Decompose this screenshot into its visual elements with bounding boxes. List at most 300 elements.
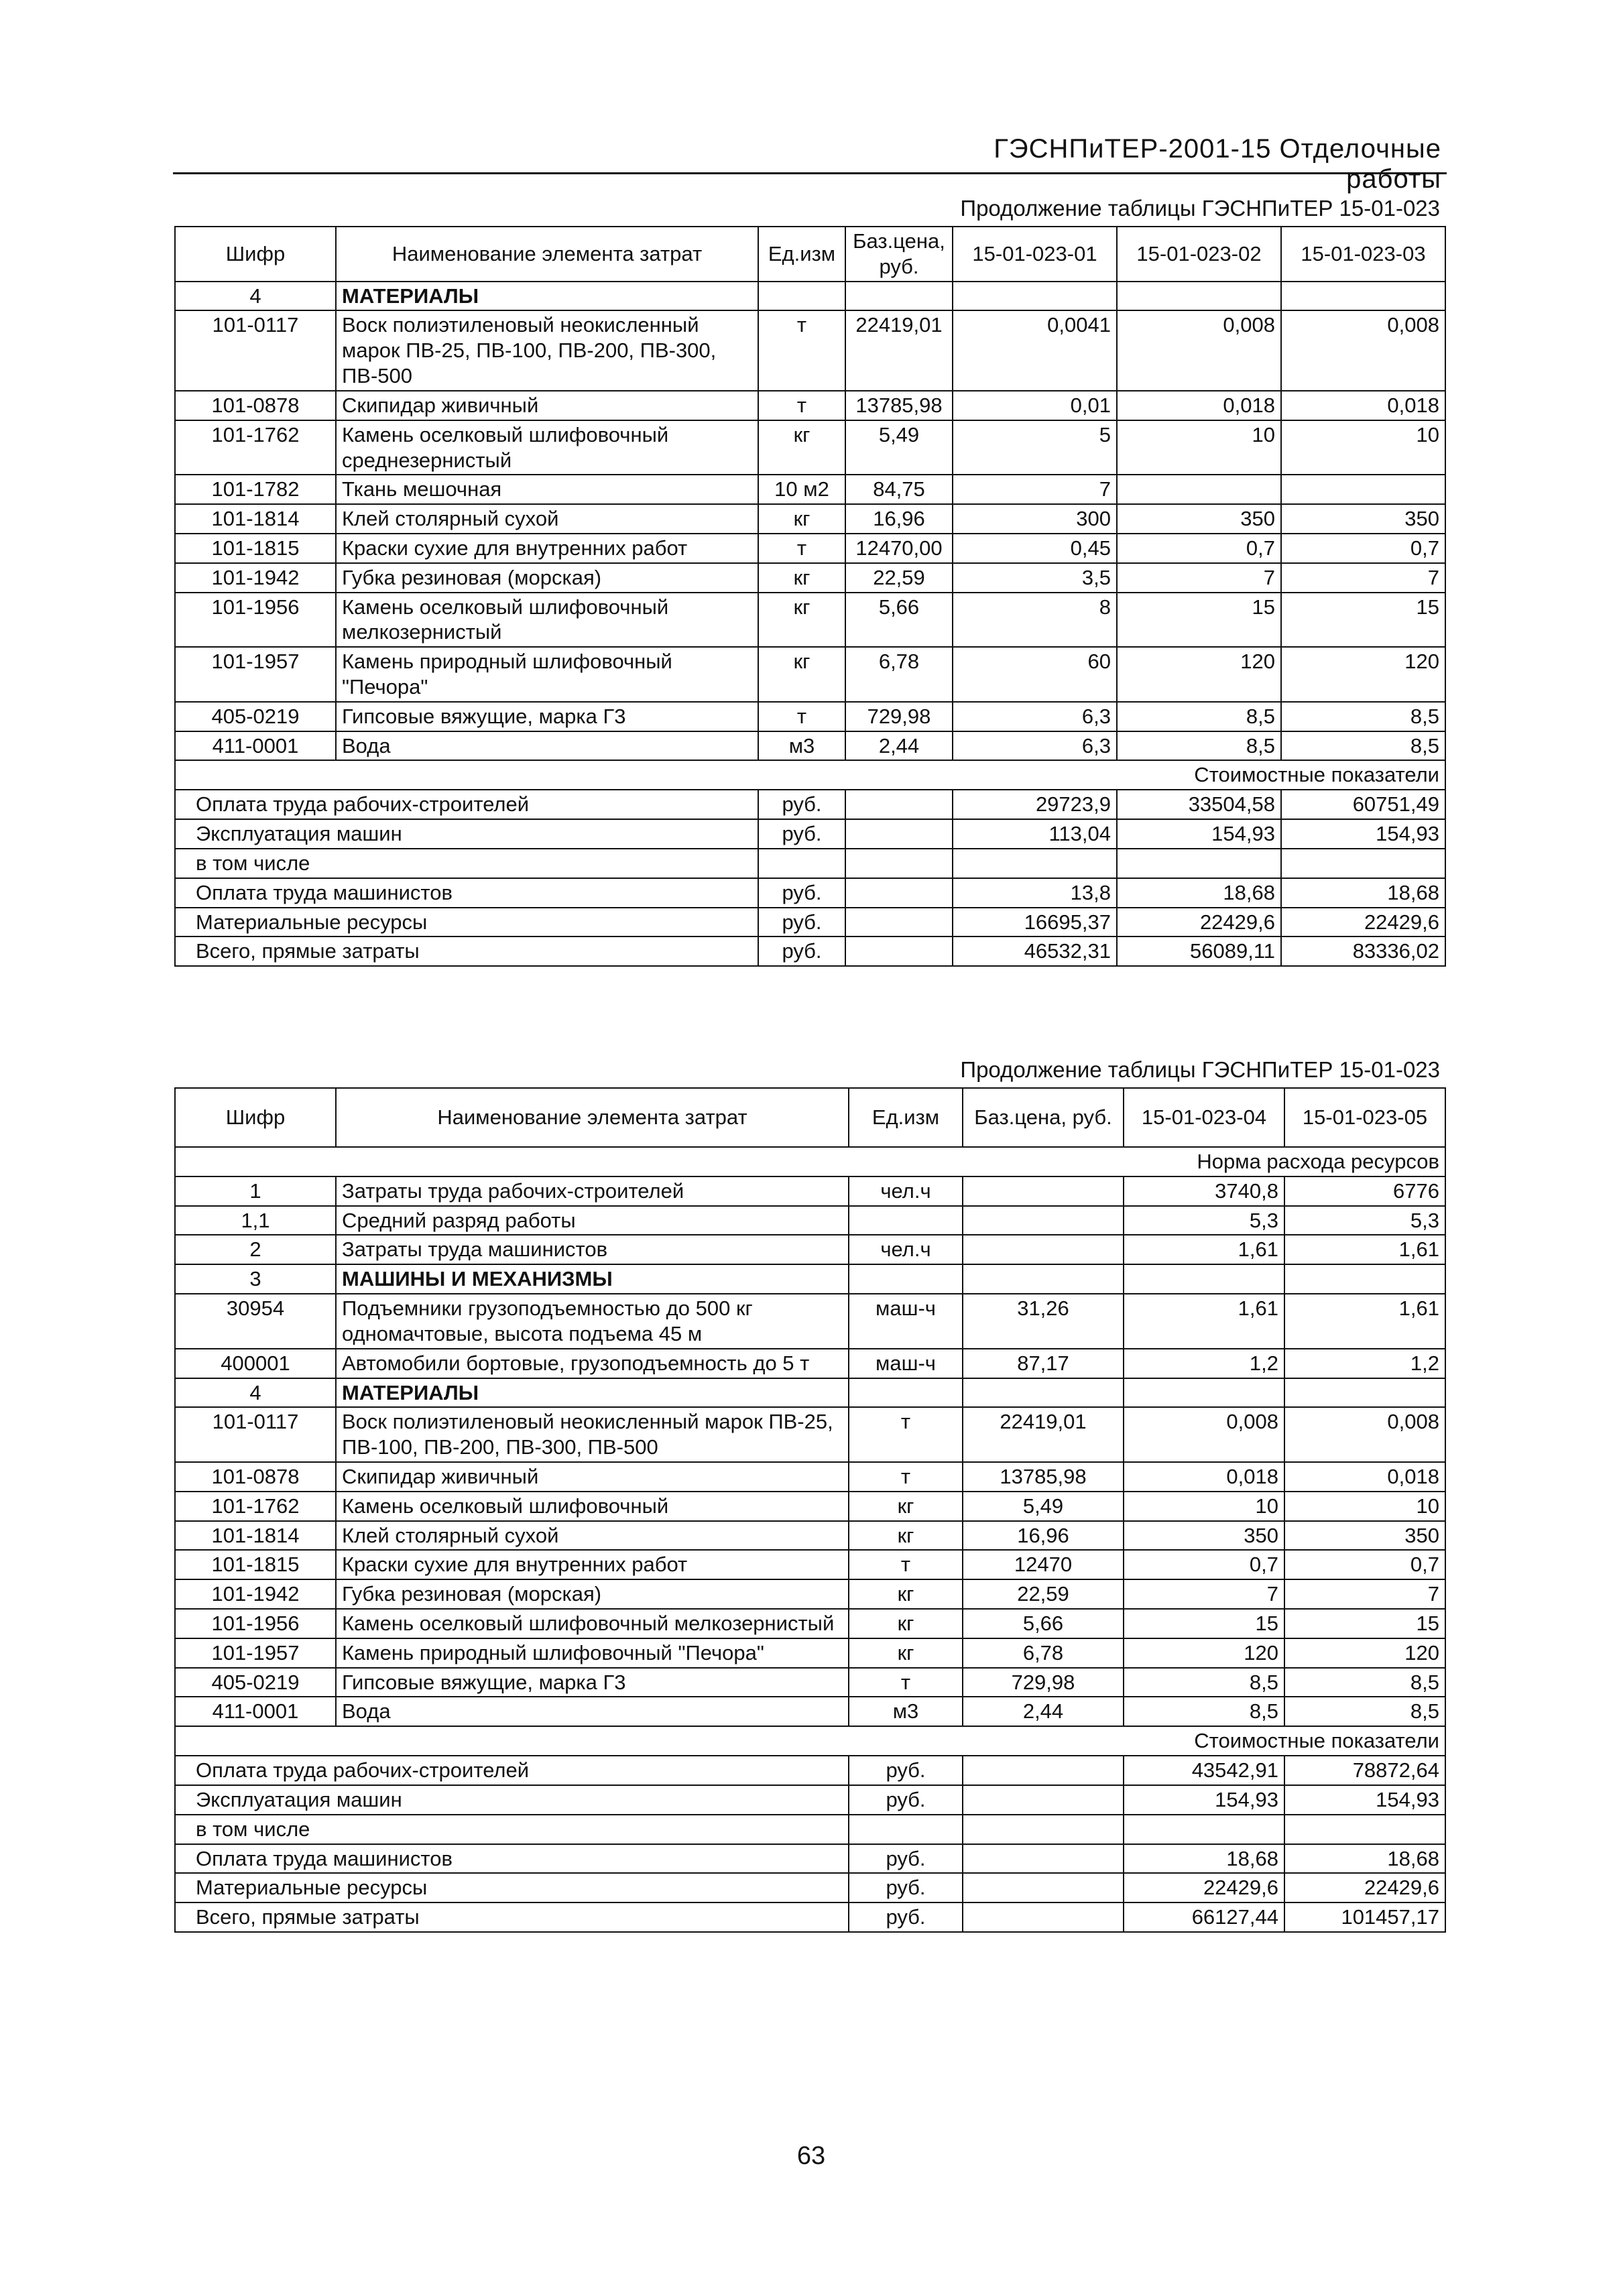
cost-row xyxy=(175,878,1445,908)
norm-value-04: 7 xyxy=(1124,1579,1284,1609)
cost-value-05: 154,93 xyxy=(1284,1785,1445,1815)
cost-price-empty xyxy=(845,936,953,966)
resource-unit: кг xyxy=(758,420,845,475)
resource-name: Камень оселковый шлифовочный мелкозернистый xyxy=(336,1609,849,1638)
cost-label: Материальные ресурсы xyxy=(175,1873,849,1902)
resource-code: 101-1815 xyxy=(175,534,336,563)
cost-row xyxy=(175,1873,1445,1902)
resource-unit: маш-ч xyxy=(849,1349,963,1378)
cost-unit: руб. xyxy=(758,819,845,849)
norm-value-01: 60 xyxy=(953,647,1117,702)
col-header-norm-05: 15-01-023-05 xyxy=(1284,1088,1445,1147)
cost-label: Эксплуатация машин xyxy=(175,1785,849,1815)
cost-row xyxy=(175,936,1445,966)
cost-value-02: 18,68 xyxy=(1117,878,1281,908)
resource-name: Камень оселковый шлифовочный xyxy=(336,1492,849,1521)
norm-value-04: 8,5 xyxy=(1124,1668,1284,1697)
resource-name: Подъемники грузоподъемностью до 500 кг одномачтовые, высота подъема 45 м xyxy=(336,1294,849,1349)
norm-value-05: 0,7 xyxy=(1284,1550,1445,1579)
norm-value-02 xyxy=(1117,475,1281,504)
norm-value-02: 7 xyxy=(1117,563,1281,593)
resource-name: Воск полиэтиленовый неокисленный марок ПВ-25, ПВ-100, ПВ-200, ПВ-300, ПВ-500 xyxy=(336,1407,849,1462)
table-row xyxy=(175,1697,1445,1726)
empty-cell xyxy=(1124,1378,1284,1408)
resource-unit: т xyxy=(758,534,845,563)
resource-code: 405-0219 xyxy=(175,1668,336,1697)
cost-value-04 xyxy=(1124,1815,1284,1844)
resource-name: Ткань мешочная xyxy=(336,475,758,504)
cost-value-03 xyxy=(1281,849,1445,878)
resource-code: 30954 xyxy=(175,1294,336,1349)
norm-value-03 xyxy=(1281,475,1445,504)
norm-value-04: 1,61 xyxy=(1124,1294,1284,1349)
cost-label: Эксплуатация машин xyxy=(175,819,758,849)
base-price: 22,59 xyxy=(963,1579,1124,1609)
cost-value-01: 113,04 xyxy=(953,819,1117,849)
cost-row xyxy=(175,1844,1445,1874)
cost-price-empty xyxy=(963,1902,1124,1932)
norm-value-01: 0,01 xyxy=(953,391,1117,420)
norm-value-01: 0,45 xyxy=(953,534,1117,563)
norm-value-02: 120 xyxy=(1117,647,1281,702)
col-header-norm-02: 15-01-023-02 xyxy=(1117,227,1281,282)
cost-value-02: 154,93 xyxy=(1117,819,1281,849)
base-price: 31,26 xyxy=(963,1294,1124,1349)
cost-label: Материальные ресурсы xyxy=(175,908,758,937)
norm-value-01: 0,0041 xyxy=(953,310,1117,390)
norm-value-05: 120 xyxy=(1284,1638,1445,1668)
cost-row xyxy=(175,1756,1445,1785)
resource-unit: чел.ч xyxy=(849,1176,963,1206)
table-row xyxy=(175,1579,1445,1609)
cost-row xyxy=(175,908,1445,937)
resource-name: Вода xyxy=(336,1697,849,1726)
header-rule xyxy=(173,172,1447,174)
cost-row xyxy=(175,1902,1445,1932)
norm-value-05: 1,2 xyxy=(1284,1349,1445,1378)
table2-caption: Продолжение таблицы ГЭСНПиТЕР 15-01-023 xyxy=(960,1057,1440,1082)
section-row-materials xyxy=(175,282,1445,311)
table-row xyxy=(175,1407,1445,1462)
table-row xyxy=(175,1235,1445,1264)
resource-unit: т xyxy=(849,1550,963,1579)
resource-unit: 10 м2 xyxy=(758,475,845,504)
resource-unit: кг xyxy=(758,647,845,702)
norm-value-02: 8,5 xyxy=(1117,702,1281,731)
base-price: 22419,01 xyxy=(845,310,953,390)
cost-unit xyxy=(849,1815,963,1844)
cost-value-01 xyxy=(953,849,1117,878)
base-price: 5,49 xyxy=(963,1492,1124,1521)
norm-value-05: 15 xyxy=(1284,1609,1445,1638)
norm-value-05: 5,3 xyxy=(1284,1206,1445,1235)
norm-value-03: 0,7 xyxy=(1281,534,1445,563)
norm-value-04: 15 xyxy=(1124,1609,1284,1638)
norm-banner-row xyxy=(175,1147,1445,1176)
resource-code: 101-0117 xyxy=(175,310,336,390)
cost-banner-row xyxy=(175,760,1445,790)
resource-unit: т xyxy=(758,310,845,390)
cost-value-03: 83336,02 xyxy=(1281,936,1445,966)
resource-code: 101-1814 xyxy=(175,1521,336,1551)
norm-value-02: 15 xyxy=(1117,593,1281,648)
resource-code: 101-1815 xyxy=(175,1550,336,1579)
col-header-norm-04: 15-01-023-04 xyxy=(1124,1088,1284,1147)
resource-unit: кг xyxy=(758,563,845,593)
base-price: 729,98 xyxy=(845,702,953,731)
norm-value-02: 350 xyxy=(1117,504,1281,534)
norm-value-01: 6,3 xyxy=(953,731,1117,761)
cost-price-empty xyxy=(845,849,953,878)
cost-row xyxy=(175,819,1445,849)
resource-name: Скипидар живичный xyxy=(336,1462,849,1492)
table-row xyxy=(175,1492,1445,1521)
base-price: 5,49 xyxy=(845,420,953,475)
norm-value-01: 7 xyxy=(953,475,1117,504)
norm-value-04: 0,7 xyxy=(1124,1550,1284,1579)
resource-unit: кг xyxy=(849,1521,963,1551)
resource-unit: кг xyxy=(758,504,845,534)
norm-value-05: 8,5 xyxy=(1284,1697,1445,1726)
norm-value-03: 0,018 xyxy=(1281,391,1445,420)
norm-value-05: 350 xyxy=(1284,1521,1445,1551)
table-row xyxy=(175,475,1445,504)
resource-code: 101-1942 xyxy=(175,563,336,593)
cost-value-04: 22429,6 xyxy=(1124,1873,1284,1902)
cost-value-03: 18,68 xyxy=(1281,878,1445,908)
base-price xyxy=(963,1235,1124,1264)
table1-header-row xyxy=(175,227,1445,282)
norm-value-04: 0,008 xyxy=(1124,1407,1284,1462)
base-price: 13785,98 xyxy=(845,391,953,420)
resource-unit: м3 xyxy=(758,731,845,761)
section-code: 3 xyxy=(175,1264,336,1294)
cost-label: Оплата труда машинистов xyxy=(175,1844,849,1874)
cost-value-05: 22429,6 xyxy=(1284,1873,1445,1902)
cost-row xyxy=(175,849,1445,878)
base-price: 84,75 xyxy=(845,475,953,504)
empty-cell xyxy=(963,1264,1124,1294)
cost-unit: руб. xyxy=(849,1785,963,1815)
table-row xyxy=(175,1609,1445,1638)
cost-label: Всего, прямые затраты xyxy=(175,1902,849,1932)
resource-code: 400001 xyxy=(175,1349,336,1378)
base-price xyxy=(963,1206,1124,1235)
empty-cell xyxy=(963,1378,1124,1408)
resource-name: Скипидар живичный xyxy=(336,391,758,420)
resource-code: 101-1942 xyxy=(175,1579,336,1609)
base-price: 12470 xyxy=(963,1550,1124,1579)
document-header-title: ГЭСНПиТЕР-2001-15 Отделочные работы xyxy=(994,134,1441,194)
section-code: 4 xyxy=(175,282,336,311)
section-name: МАТЕРИАЛЫ xyxy=(336,282,758,311)
resource-unit: кг xyxy=(849,1638,963,1668)
resource-unit: т xyxy=(849,1668,963,1697)
cost-price-empty xyxy=(845,819,953,849)
base-price: 22,59 xyxy=(845,563,953,593)
resource-name: Затраты труда машинистов xyxy=(336,1235,849,1264)
resource-name: Воск полиэтиленовый неокисленный марок ПВ-25, ПВ-100, ПВ-200, ПВ-300, ПВ-500 xyxy=(336,310,758,390)
col-header-code: Шифр xyxy=(175,1088,336,1147)
cost-value-05: 101457,17 xyxy=(1284,1902,1445,1932)
resource-code: 2 xyxy=(175,1235,336,1264)
norm-value-04: 3740,8 xyxy=(1124,1176,1284,1206)
norm-value-02: 0,008 xyxy=(1117,310,1281,390)
cost-value-04: 18,68 xyxy=(1124,1844,1284,1874)
resource-code: 101-1957 xyxy=(175,1638,336,1668)
cost-value-05 xyxy=(1284,1815,1445,1844)
resource-code: 101-1957 xyxy=(175,647,336,702)
empty-cell xyxy=(1124,1264,1284,1294)
table-row xyxy=(175,420,1445,475)
cost-unit: руб. xyxy=(758,790,845,819)
norm-value-02: 8,5 xyxy=(1117,731,1281,761)
cost-value-04: 154,93 xyxy=(1124,1785,1284,1815)
resource-name: Вода xyxy=(336,731,758,761)
resource-name: Камень природный шлифовочный "Печора" xyxy=(336,647,758,702)
cost-value-05: 18,68 xyxy=(1284,1844,1445,1874)
norm-value-01: 3,5 xyxy=(953,563,1117,593)
norm-value-04: 1,61 xyxy=(1124,1235,1284,1264)
resource-name: Губка резиновая (морская) xyxy=(336,1579,849,1609)
norm-value-05: 0,018 xyxy=(1284,1462,1445,1492)
col-header-unit: Ед.изм xyxy=(849,1088,963,1147)
norm-value-03: 8,5 xyxy=(1281,702,1445,731)
norm-value-02: 0,7 xyxy=(1117,534,1281,563)
table-row xyxy=(175,647,1445,702)
resource-name: Гипсовые вяжущие, марка Г3 xyxy=(336,1668,849,1697)
norm-value-04: 8,5 xyxy=(1124,1697,1284,1726)
norm-value-03: 0,008 xyxy=(1281,310,1445,390)
resource-unit: кг xyxy=(849,1609,963,1638)
page-number: 63 xyxy=(796,2142,826,2170)
base-price: 2,44 xyxy=(845,731,953,761)
table-row xyxy=(175,1462,1445,1492)
col-header-unit: Ед.изм xyxy=(758,227,845,282)
cost-unit: руб. xyxy=(758,908,845,937)
cost-value-02: 33504,58 xyxy=(1117,790,1281,819)
table-row xyxy=(175,702,1445,731)
resource-unit: чел.ч xyxy=(849,1235,963,1264)
resource-table-2 xyxy=(174,1087,1446,1933)
table-row xyxy=(175,731,1445,761)
section-row-machines xyxy=(175,1264,1445,1294)
norm-value-03: 7 xyxy=(1281,563,1445,593)
resource-code: 101-0878 xyxy=(175,391,336,420)
resource-unit: т xyxy=(849,1462,963,1492)
cost-unit xyxy=(758,849,845,878)
norm-value-02: 0,018 xyxy=(1117,391,1281,420)
norm-banner: Норма расхода ресурсов xyxy=(175,1147,1445,1176)
empty-cell xyxy=(1284,1378,1445,1408)
cost-unit: руб. xyxy=(849,1902,963,1932)
resource-table-1 xyxy=(174,226,1446,967)
cost-value-01: 46532,31 xyxy=(953,936,1117,966)
norm-value-05: 10 xyxy=(1284,1492,1445,1521)
cost-price-empty xyxy=(963,1815,1124,1844)
resource-code: 1 xyxy=(175,1176,336,1206)
table2-header-row xyxy=(175,1088,1445,1147)
resource-code: 101-1782 xyxy=(175,475,336,504)
norm-value-05: 1,61 xyxy=(1284,1235,1445,1264)
resource-code: 101-1762 xyxy=(175,1492,336,1521)
cost-value-01: 13,8 xyxy=(953,878,1117,908)
col-header-price: Баз.цена, руб. xyxy=(963,1088,1124,1147)
table-row xyxy=(175,563,1445,593)
table-row xyxy=(175,1550,1445,1579)
resource-code: 101-1956 xyxy=(175,1609,336,1638)
cost-label: в том числе xyxy=(175,1815,849,1844)
resource-code: 101-1956 xyxy=(175,593,336,648)
cost-label: Оплата труда машинистов xyxy=(175,878,758,908)
cost-label: в том числе xyxy=(175,849,758,878)
cost-unit: руб. xyxy=(849,1873,963,1902)
cost-price-empty xyxy=(963,1873,1124,1902)
base-price: 12470,00 xyxy=(845,534,953,563)
resource-name: Затраты труда рабочих-строителей xyxy=(336,1176,849,1206)
section-row-materials xyxy=(175,1378,1445,1408)
cost-price-empty xyxy=(845,908,953,937)
table-row xyxy=(175,1206,1445,1235)
cost-unit: руб. xyxy=(849,1756,963,1785)
cost-price-empty xyxy=(845,790,953,819)
resource-unit: маш-ч xyxy=(849,1294,963,1349)
table-row xyxy=(175,1176,1445,1206)
resource-code: 101-0117 xyxy=(175,1407,336,1462)
table-row xyxy=(175,593,1445,648)
norm-value-01: 5 xyxy=(953,420,1117,475)
resource-unit: м3 xyxy=(849,1697,963,1726)
cost-unit: руб. xyxy=(758,878,845,908)
norm-value-03: 120 xyxy=(1281,647,1445,702)
resource-name: Средний разряд работы xyxy=(336,1206,849,1235)
cost-value-04: 66127,44 xyxy=(1124,1902,1284,1932)
norm-value-03: 8,5 xyxy=(1281,731,1445,761)
base-price: 87,17 xyxy=(963,1349,1124,1378)
table-row xyxy=(175,1294,1445,1349)
base-price: 16,96 xyxy=(845,504,953,534)
cost-value-03: 154,93 xyxy=(1281,819,1445,849)
resource-unit: т xyxy=(758,391,845,420)
table-row xyxy=(175,1521,1445,1551)
norm-value-01: 6,3 xyxy=(953,702,1117,731)
norm-value-03: 350 xyxy=(1281,504,1445,534)
table-row xyxy=(175,391,1445,420)
table1-caption: Продолжение таблицы ГЭСНПиТЕР 15-01-023 xyxy=(960,196,1440,221)
base-price: 5,66 xyxy=(963,1609,1124,1638)
cost-label: Оплата труда рабочих-строителей xyxy=(175,790,758,819)
base-price: 22419,01 xyxy=(963,1407,1124,1462)
cost-label: Оплата труда рабочих-строителей xyxy=(175,1756,849,1785)
cost-value-03: 60751,49 xyxy=(1281,790,1445,819)
resource-name: Губка резиновая (морская) xyxy=(336,563,758,593)
resource-unit: кг xyxy=(758,593,845,648)
resource-code: 411-0001 xyxy=(175,731,336,761)
resource-name: Краски сухие для внутренних работ xyxy=(336,534,758,563)
resource-unit: т xyxy=(758,702,845,731)
resource-name: Автомобили бортовые, грузоподъемность до 5 т xyxy=(336,1349,849,1378)
resource-code: 411-0001 xyxy=(175,1697,336,1726)
norm-value-03: 10 xyxy=(1281,420,1445,475)
norm-value-05: 0,008 xyxy=(1284,1407,1445,1462)
base-price: 729,98 xyxy=(963,1668,1124,1697)
norm-value-05: 1,61 xyxy=(1284,1294,1445,1349)
section-name: МАТЕРИАЛЫ xyxy=(336,1378,849,1408)
col-header-name: Наименование элемента затрат xyxy=(336,1088,849,1147)
table-row xyxy=(175,1638,1445,1668)
norm-value-04: 350 xyxy=(1124,1521,1284,1551)
table-row xyxy=(175,504,1445,534)
cost-value-02: 22429,6 xyxy=(1117,908,1281,937)
table-row xyxy=(175,1349,1445,1378)
cost-value-02 xyxy=(1117,849,1281,878)
cost-value-03: 22429,6 xyxy=(1281,908,1445,937)
cost-value-05: 78872,64 xyxy=(1284,1756,1445,1785)
col-header-norm-03: 15-01-023-03 xyxy=(1281,227,1445,282)
cost-banner: Стоимостные показатели xyxy=(175,1726,1445,1756)
base-price: 5,66 xyxy=(845,593,953,648)
base-price: 16,96 xyxy=(963,1521,1124,1551)
resource-unit: кг xyxy=(849,1579,963,1609)
cost-row xyxy=(175,1815,1445,1844)
resource-name: Клей столярный сухой xyxy=(336,1521,849,1551)
norm-value-01: 8 xyxy=(953,593,1117,648)
resource-name: Камень природный шлифовочный "Печора" xyxy=(336,1638,849,1668)
cost-unit: руб. xyxy=(849,1844,963,1874)
cost-price-empty xyxy=(845,878,953,908)
norm-value-04: 0,018 xyxy=(1124,1462,1284,1492)
norm-value-01: 300 xyxy=(953,504,1117,534)
cost-row xyxy=(175,790,1445,819)
resource-code: 405-0219 xyxy=(175,702,336,731)
resource-name: Клей столярный сухой xyxy=(336,504,758,534)
cost-value-01: 16695,37 xyxy=(953,908,1117,937)
table-row xyxy=(175,310,1445,390)
norm-value-04: 120 xyxy=(1124,1638,1284,1668)
resource-code: 101-1814 xyxy=(175,504,336,534)
col-header-code: Шифр xyxy=(175,227,336,282)
table-row xyxy=(175,1668,1445,1697)
resource-code: 101-0878 xyxy=(175,1462,336,1492)
col-header-name: Наименование элемента затрат xyxy=(336,227,758,282)
base-price xyxy=(963,1176,1124,1206)
resource-unit: т xyxy=(849,1407,963,1462)
table-row xyxy=(175,534,1445,563)
resource-code: 101-1762 xyxy=(175,420,336,475)
cost-price-empty xyxy=(963,1756,1124,1785)
cost-value-04: 43542,91 xyxy=(1124,1756,1284,1785)
base-price: 6,78 xyxy=(963,1638,1124,1668)
empty-cell xyxy=(1284,1264,1445,1294)
resource-unit: кг xyxy=(849,1492,963,1521)
resource-code: 1,1 xyxy=(175,1206,336,1235)
resource-name: Гипсовые вяжущие, марка Г3 xyxy=(336,702,758,731)
norm-value-04: 10 xyxy=(1124,1492,1284,1521)
base-price: 2,44 xyxy=(963,1697,1124,1726)
cost-value-02: 56089,11 xyxy=(1117,936,1281,966)
cost-price-empty xyxy=(963,1844,1124,1874)
resource-unit xyxy=(849,1206,963,1235)
cost-banner-row xyxy=(175,1726,1445,1756)
cost-label: Всего, прямые затраты xyxy=(175,936,758,966)
norm-value-03: 15 xyxy=(1281,593,1445,648)
col-header-price: Баз.цена, руб. xyxy=(845,227,953,282)
empty-cell xyxy=(849,1378,963,1408)
base-price: 13785,98 xyxy=(963,1462,1124,1492)
cost-price-empty xyxy=(963,1785,1124,1815)
norm-value-02: 10 xyxy=(1117,420,1281,475)
norm-value-04: 5,3 xyxy=(1124,1206,1284,1235)
